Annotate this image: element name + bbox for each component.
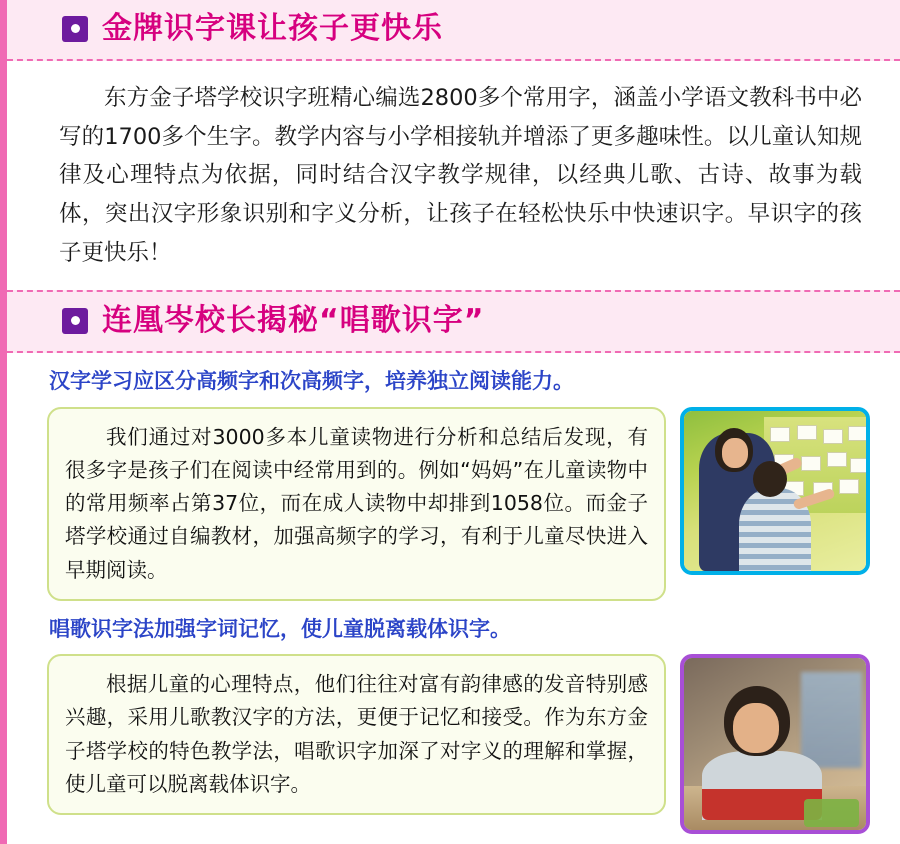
photo-1-teacher-face [722, 438, 748, 468]
section-heading-band-1 [7, 0, 900, 61]
photo-2-background-child [801, 672, 863, 768]
note-text-1: 我们通过对3000多本儿童读物进行分析和总结后发现，有很多字是孩子们在阅读中经常用到的。例如“妈妈”在儿童读物中的常用频率占第37位，而在成人读物中却排到1058位。而金子塔学校通过自编教材，加强高频字的学习，有利于儿童尽快进入早期阅读。 [65, 424, 648, 582]
subsection-title-2: 唱歌识字法加强字词记忆，使儿童脱离载体识字。 [49, 616, 511, 641]
photo-2-green-object [804, 799, 859, 827]
section-heading-inner-2 [7, 304, 900, 337]
section-heading-inner-1 [7, 12, 900, 45]
subsection-body-2 [47, 654, 870, 834]
paragraph-1: 东方金子塔学校识字班精心编选2800多个常用字，涵盖小学语文教科书中必写的1700多个生字。教学内容与小学相接轨并增添了更多趣味性。以儿童认知规律及心理特点为依据，同时结合汉字教学规律，以经典儿歌、古诗、故事为载体，突出汉字形象识别和字义分析，让孩子在轻松快乐中快速识字。早识字的孩子更快乐！ [59, 85, 862, 266]
bullet-dot-icon [71, 316, 80, 325]
subsection-body-1 [47, 407, 870, 601]
subsection-title-1: 汉字学习应区分高频字和次高频字，培养独立阅读能力。 [49, 369, 574, 394]
subsection-2 [7, 601, 900, 834]
section-heading-band-2 [7, 290, 900, 353]
note-box-2 [47, 654, 666, 815]
square-bullet-icon [62, 308, 88, 334]
section-title-1: 金牌识字课让孩子更快乐 [102, 11, 443, 46]
photo-boy-reading [680, 654, 870, 834]
bullet-dot-icon [71, 24, 80, 33]
subsection-1 [7, 353, 900, 600]
photo-teacher-and-boy [680, 407, 870, 575]
section-body-1 [7, 61, 900, 290]
section-title-2: 连凰岑校长揭秘“唱歌识字” [102, 303, 485, 339]
note-box-1 [47, 407, 666, 601]
note-text-2: 根据儿童的心理特点，他们往往对富有韵律感的发音特别感兴趣，采用儿歌教汉字的方法，更便于记忆和接受。作为东方金子塔学校的特色教学法，唱歌识字加深了对字义的理解和掌握，使儿童可以脱离载体识字。 [65, 672, 648, 796]
photo-2-boy-face [733, 703, 779, 753]
square-bullet-icon [62, 16, 88, 42]
